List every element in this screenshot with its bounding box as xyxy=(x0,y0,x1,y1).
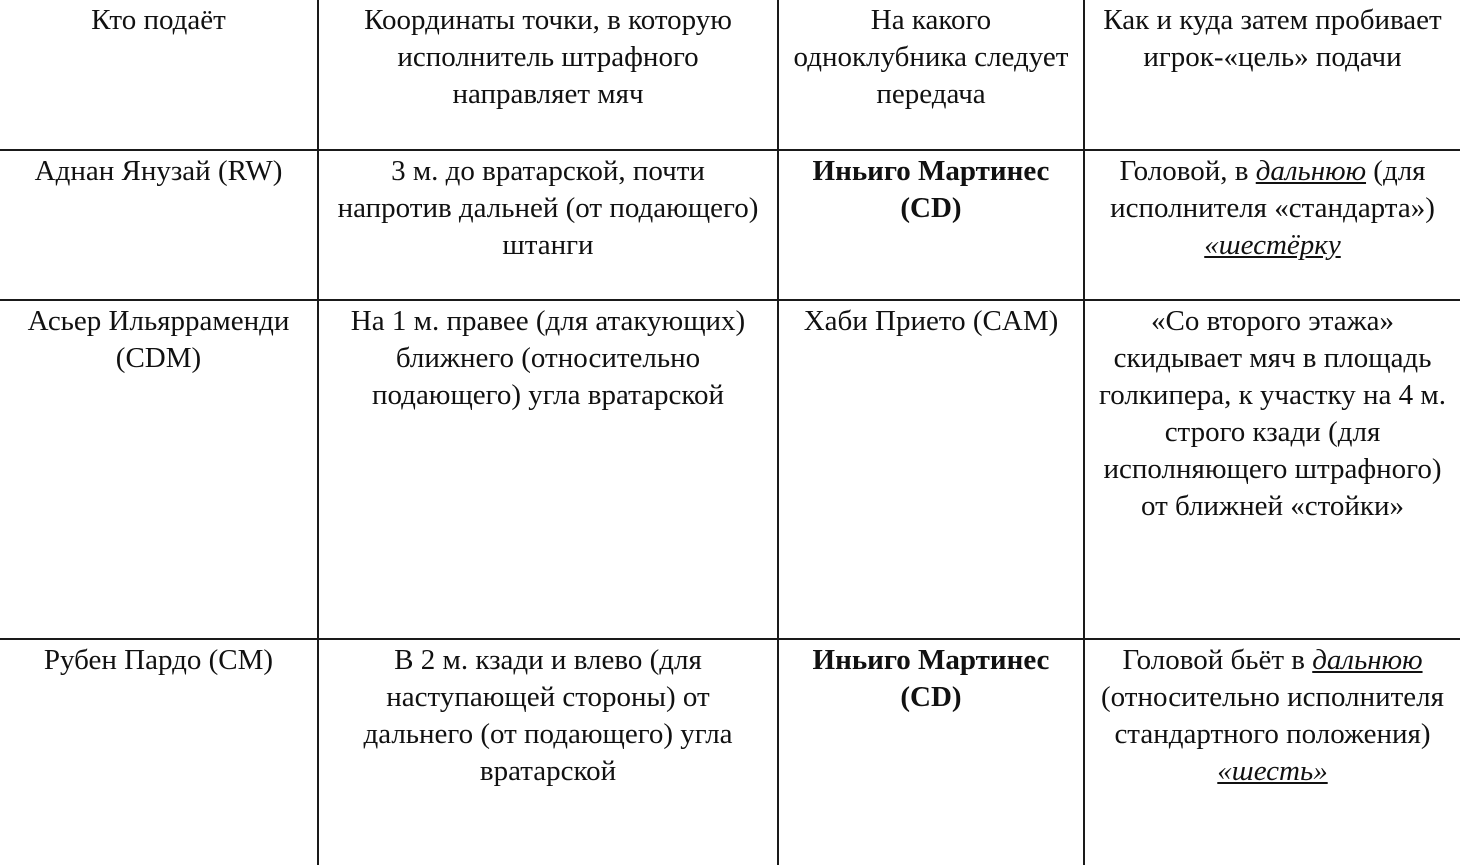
cell-who: Асьер Ильярраменди (CDM) xyxy=(0,300,318,639)
cell-who: Рубен Пардо (CM) xyxy=(0,639,318,865)
header-row xyxy=(0,0,1460,150)
cell-coords: На 1 м. правее (для атакующих) ближнего (относительно подающего) угла вратарской xyxy=(318,300,778,639)
header-who: Кто подаёт xyxy=(0,0,318,150)
cell-how xyxy=(1084,639,1460,865)
cell-how-emphasis: «шесть» xyxy=(1217,755,1328,787)
table-row xyxy=(0,300,1460,639)
cell-how-text: (для исполнителя «стандарта») xyxy=(1110,155,1435,224)
cell-target: Иньиго Мартинес (CD) xyxy=(778,150,1084,300)
table-row xyxy=(0,150,1460,300)
cell-target: Хаби Прието (CAM) xyxy=(778,300,1084,639)
cell-how-emphasis: «шестёрку xyxy=(1204,229,1341,261)
cell-how-emphasis: дальнюю xyxy=(1312,644,1423,676)
header-target: На какого одноклубника следует передача xyxy=(778,0,1084,150)
header-how: Как и куда затем пробивает игрок-«цель» подачи xyxy=(1084,0,1460,150)
cell-how-text: «Со второго этажа» скидывает мяч в площадь голкипера, к участку на 4 м. строго кзади (для исполняющего штрафного) от ближней «стойки» xyxy=(1099,305,1446,522)
cell-target: Иньиго Мартинес (CD) xyxy=(778,639,1084,865)
cell-how-text: Головой бьёт в xyxy=(1122,644,1313,676)
cell-who: Аднан Янузай (RW) xyxy=(0,150,318,300)
cell-coords: 3 м. до вратарской, почти напротив дальней (от подающего) штанги xyxy=(318,150,778,300)
cell-how-text: (относительно исполнителя стандартного положения) xyxy=(1101,681,1444,750)
cell-how-text: Головой, в xyxy=(1119,155,1256,187)
table-row xyxy=(0,639,1460,865)
cell-how-emphasis: дальнюю xyxy=(1255,155,1367,187)
cell-how xyxy=(1084,300,1460,639)
header-coords: Координаты точки, в которую исполнитель штрафного направляет мяч xyxy=(318,0,778,150)
cell-coords: В 2 м. кзади и влево (для наступающей стороны) от дальнего (от подающего) угла вратарской xyxy=(318,639,778,865)
cell-how xyxy=(1084,150,1460,300)
